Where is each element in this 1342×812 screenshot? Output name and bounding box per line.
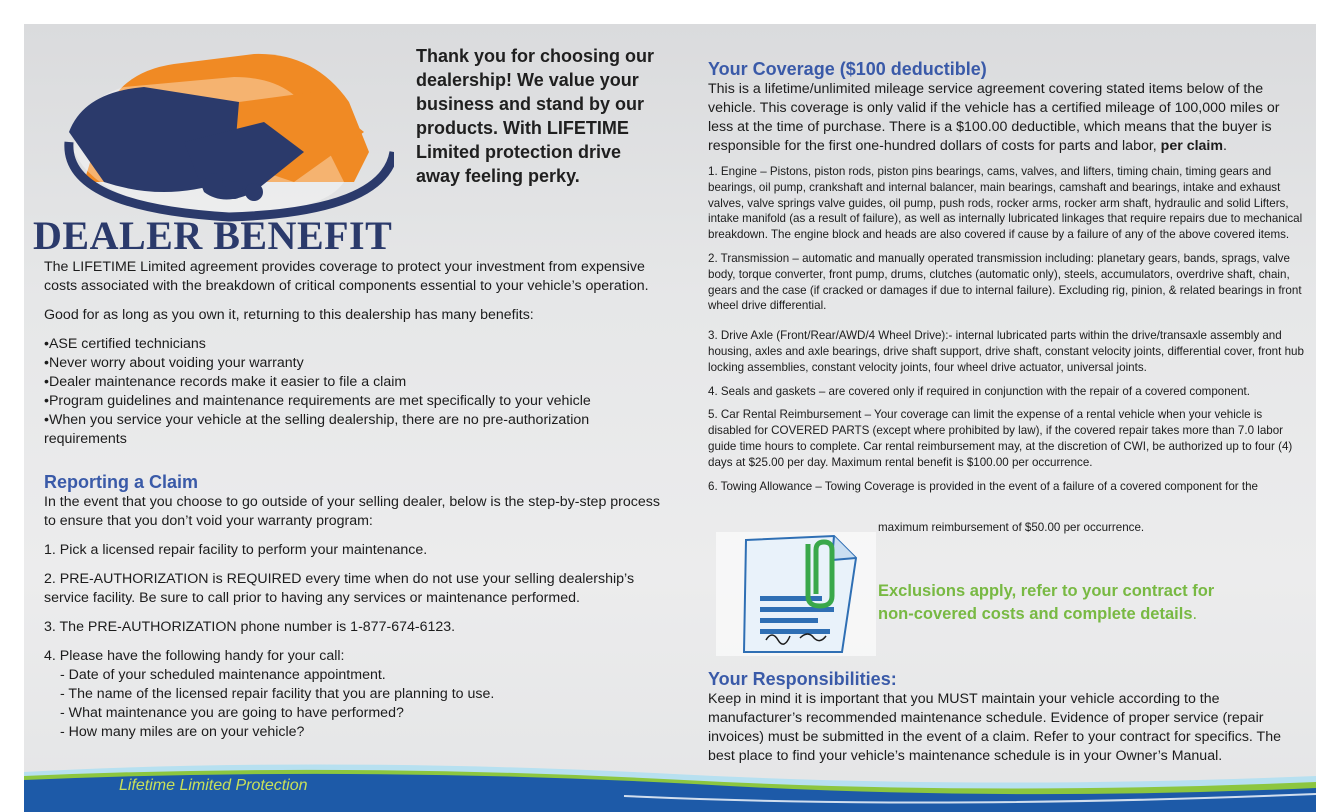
benefits-list bbox=[44, 335, 674, 449]
step-4 bbox=[44, 647, 674, 742]
exclusions-note bbox=[878, 580, 1238, 626]
reporting-claim-heading: Reporting a Claim bbox=[44, 472, 199, 492]
dealer-benefit-title: DEALER BENEFIT bbox=[33, 213, 393, 258]
list-item: • When you service your vehicle at the selling dealership, there are no pre-authorization requirements bbox=[44, 411, 674, 449]
coverage-item-drive-axle: 3. Drive Axle (Front/Rear/AWD/4 Wheel Drive):- internal lubricated parts within the drive/transaxle assembly and housing, axles and axle bearings, drive shaft support, drive shaft, constant velocity joints, differential cover, front hub locking assemblies, constant velocity joints, four wheel drive actuator, universal joints. bbox=[708, 329, 1304, 374]
coverage-item-transmission: 2. Transmission – automatic and manually operated transmission including: planetary gears, bands, sprags, valve body, torque converter, front pump, drums, clutches (automatic only), steels, accumulators, overdrive shaft, chain, gears and the case (if cracked or damages if due to internal failure). Excluding rig, pinion, & related bearings in front wheel drive differential. bbox=[708, 251, 1302, 313]
coverage-heading: Your Coverage ($100 deductible) bbox=[708, 59, 987, 79]
reporting-intro: In the event that you choose to go outside of your selling dealer, below is the step-by-step process to ensure that you don’t void your warranty program: bbox=[44, 494, 660, 529]
step-4-items bbox=[44, 666, 674, 742]
intro-paragraph: The LIFETIME Limited agreement provides coverage to protect your investment from expensive costs associated with the breakdown of critical components essential to your vehicle’s operation. bbox=[44, 259, 649, 294]
coverage-intro bbox=[708, 80, 1308, 156]
list-item: - The name of the licensed repair facility that you are planning to use. bbox=[60, 685, 674, 704]
towing-tail: maximum reimbursement of $50.00 per occurrence. bbox=[878, 521, 1145, 534]
step-1: 1. Pick a licensed repair facility to perform your maintenance. bbox=[44, 542, 428, 558]
exclusions-line-1: Exclusions apply, refer to your contract for bbox=[878, 582, 1215, 600]
list-item: • Dealer maintenance records make it easier to file a claim bbox=[44, 373, 674, 392]
exclusions-dot: . bbox=[1192, 605, 1198, 623]
list-item: - Date of your scheduled maintenance appointment. bbox=[60, 666, 674, 685]
coverage-item-engine: 1. Engine – Pistons, piston rods, piston pins bearings, cams, valves, and lifters, timing chain, timing gears and bearings, oil pump, crankshaft and internal balancer, main bearings, camshaft and bearings, intake and exhaust valves, valve springs valve guides, oil pump, push rods, rocker arms, rocker arm shaft, hydraulic and solid Lifters, intake manifold (as a result of failure), as well as internally lubricated linkages that require repairs due to mechanical breakdown. The engine block and heads are also covered if cause by a failure of any of the above covered items. bbox=[708, 165, 1303, 242]
responsibilities-text: Keep in mind it is important that you MUST maintain your vehicle according to the manufacturer’s recommended maintenance schedule. Evidence of proper service (repair invoices) must be submitted in the event of a claim. Refer to your contract for specifics. The best place to find your vehicle’s maintenance schedule is in your Owner’s Manual. bbox=[708, 691, 1282, 764]
coverage-intro-bold: per claim bbox=[1160, 138, 1223, 154]
list-item: • Never worry about voiding your warranty bbox=[44, 354, 674, 373]
list-item: - How many miles are on your vehicle? bbox=[60, 723, 674, 742]
exclusions-line-2-wrap bbox=[878, 603, 1238, 626]
coverage-intro-end: . bbox=[1222, 138, 1227, 154]
handshake-car-logo bbox=[64, 32, 394, 222]
responsibilities-heading: Your Responsibilities: bbox=[708, 669, 897, 689]
coverage-item-seals: 4. Seals and gaskets – are covered only if required in conjunction with the repair of a covered component. bbox=[708, 384, 1251, 398]
coverage-item-towing: 6. Towing Allowance – Towing Coverage is provided in the event of a failure of a covered component for the bbox=[708, 479, 1258, 493]
list-item: • Program guidelines and maintenance requirements are met specifically to your vehicle bbox=[44, 392, 674, 411]
step-4-label: 4. Please have the following handy for your call: bbox=[44, 648, 345, 664]
benefits-lead: Good for as long as you own it, returning to this dealership has many benefits: bbox=[44, 307, 534, 323]
contract-document-icon bbox=[716, 532, 876, 656]
exclusions-line-2: non-covered costs and complete details bbox=[878, 605, 1193, 623]
tagline: Thank you for choosing our dealership! We value your business and stand by our products. With LIFETIME Limited protection drive away feeling perky. bbox=[416, 46, 654, 186]
step-3: 3. The PRE-AUTHORIZATION phone number is 1-877-674-6123. bbox=[44, 619, 456, 635]
footer-text: Lifetime Limited Protection bbox=[119, 777, 308, 794]
coverage-item-car-rental: 5. Car Rental Reimbursement – Your coverage can limit the expense of a rental vehicle when your vehicle is disabled for COVERED PARTS (except where prohibited by law), if the covered repair takes more than 7.0 labor guide time hours to complete. Car rental reimbursement may, at the discretion of CWI, be authorized up to four (4) days at $25.00 per day. Maximum rental benefit is $100.00 per occurrence. bbox=[708, 408, 1293, 469]
responsibilities-section bbox=[708, 664, 1308, 766]
right-column bbox=[708, 54, 1308, 502]
list-item: - What maintenance you are going to have performed? bbox=[60, 704, 674, 723]
reporting-steps bbox=[44, 493, 674, 742]
left-column bbox=[44, 258, 674, 742]
list-item: • ASE certified technicians bbox=[44, 335, 674, 354]
step-2: 2. PRE-AUTHORIZATION is REQUIRED every time when do not use your selling dealership’s service facility. Be sure to call prior to having any services or maintenance performed. bbox=[44, 571, 635, 606]
brochure-panel bbox=[24, 24, 1316, 812]
coverage-intro-text: This is a lifetime/unlimited mileage service agreement covering stated items below of the vehicle. This coverage is only valid if the vehicle has a certified mileage of 100,000 miles or less at the time of purchase. There is a $100.00 deductible, which means that the buyer is responsible for the first one-hundred dollars of costs for parts and labor, bbox=[708, 81, 1280, 154]
